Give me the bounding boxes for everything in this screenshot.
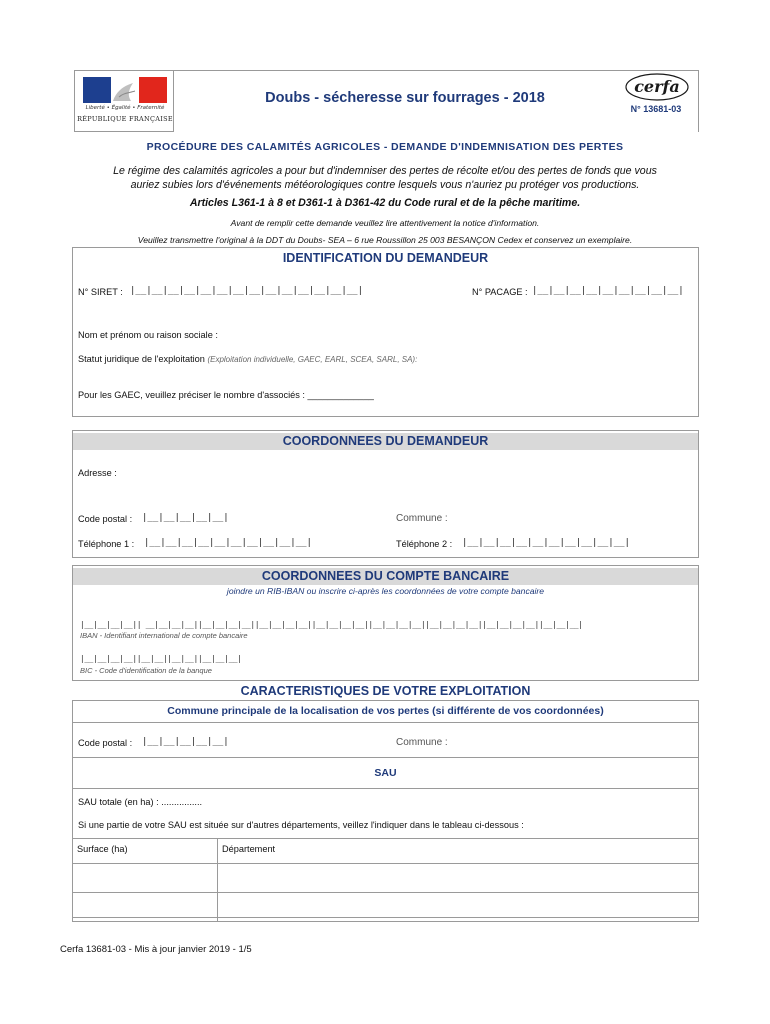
statut-juridique-label bbox=[78, 354, 417, 364]
telephone1-field[interactable]: |__|__|__|__|__|__|__|__|__|__| bbox=[144, 538, 312, 548]
sau-totale-label[interactable]: SAU totale (en ha) : ................ bbox=[78, 797, 203, 807]
cerfa-logo-text: cerfa bbox=[634, 77, 680, 96]
commune-principale-divider bbox=[73, 722, 698, 723]
pacage-field[interactable]: |__|__|__|__|__|__|__|__|__| bbox=[532, 286, 684, 296]
departement-cell[interactable] bbox=[218, 893, 699, 922]
siret-field[interactable]: |__|__|__|__|__|__|__|__|__|__|__|__|__|__| bbox=[130, 286, 363, 296]
surface-cell[interactable] bbox=[73, 893, 218, 922]
statut-hint: (Exploitation individuelle, GAEC, EARL, SCEA, SARL, SA): bbox=[207, 355, 418, 364]
page-title: Doubs - sécheresse sur fourrages - 2018 bbox=[265, 90, 545, 106]
republique-francaise-text: RÉPUBLIQUE FRANÇAISE bbox=[77, 115, 173, 123]
read-notice-text: Avant de remplir cette demande veuillez lire attentivement la notice d'information. bbox=[230, 218, 540, 228]
coordonnees-title: COORDONNEES DU DEMANDEUR bbox=[282, 434, 489, 448]
surface-header: Surface (ha) bbox=[73, 839, 218, 864]
page-footer: Cerfa 13681-03 - Mis à jour janvier 2019 - 1/5 bbox=[60, 944, 252, 955]
republique-francaise-logo bbox=[74, 70, 174, 132]
procedure-heading: PROCÉDURE DES CALAMITÉS AGRICOLES - DEMANDE D'INDEMNISATION DES PERTES bbox=[146, 141, 624, 153]
bic-label: BIC - Code d'identification de la banque bbox=[80, 666, 212, 675]
sau-divider-top bbox=[73, 757, 698, 758]
commune-label[interactable]: Commune : bbox=[396, 513, 448, 524]
surface-cell[interactable] bbox=[73, 864, 218, 893]
motto-text: Liberté • Égalité • Fraternité bbox=[85, 105, 165, 111]
marianne-flag-icon bbox=[83, 77, 167, 103]
intro-line-2: auriez subies lors d'événements météorologiques contre lesquels vous n'auriez pu protéger vos productions. bbox=[130, 179, 640, 191]
sau-title: SAU bbox=[374, 767, 397, 779]
siret-label: N° SIRET : bbox=[78, 287, 123, 297]
nom-label: Nom et prénom ou raison sociale : bbox=[78, 330, 218, 340]
cerfa-logo-icon bbox=[624, 72, 690, 102]
banque-title: COORDONNEES DU COMPTE BANCAIRE bbox=[261, 569, 510, 583]
departement-header: Département bbox=[218, 839, 699, 864]
exploitation-code-postal-field[interactable]: |__|__|__|__|__| bbox=[142, 737, 229, 747]
intro-text bbox=[80, 164, 690, 192]
iban-label: IBAN - Identifiant international de compte bancaire bbox=[80, 631, 248, 640]
statut-label-text: Statut juridique de l'exploitation bbox=[78, 354, 205, 364]
table-header-row bbox=[73, 839, 699, 864]
banque-subtitle: joindre un RIB-IBAN ou inscrire ci-après les coordonnées de votre compte bancaire bbox=[226, 586, 545, 596]
sau-divider-bottom bbox=[73, 788, 698, 789]
table-row bbox=[73, 864, 699, 893]
transmit-instructions: Veuillez transmettre l'original à la DDT du Doubs- SEA – 6 rue Roussillon 25 003 BESANÇON Cedex et conservez un exemplaire. bbox=[137, 235, 633, 245]
identification-title: IDENTIFICATION DU DEMANDEUR bbox=[282, 251, 489, 265]
adresse-label: Adresse : bbox=[78, 468, 117, 478]
sau-autres-departements-text: Si une partie de votre SAU est située sur d'autres départements, veillez l'indiquer dans le tableau ci-dessous : bbox=[78, 820, 524, 830]
code-postal-label: Code postal : bbox=[78, 514, 133, 524]
table-row bbox=[73, 893, 699, 922]
iban-field[interactable]: |__|__|__|__|| __|__|__|__||__|__|__|__||__|__|__|__||__|__|__|__||__|__|__|__||__|__|__|__||__|__|__|__||__|__|__| bbox=[80, 620, 583, 629]
exploitation-code-postal-label: Code postal : bbox=[78, 738, 133, 748]
departement-cell[interactable] bbox=[218, 864, 699, 893]
intro-line-1: Le régime des calamités agricoles a pour but d'indemniser des pertes de récolte et/ou des pertes de fonds que vous bbox=[113, 165, 657, 177]
code-postal-field[interactable]: |__|__|__|__|__| bbox=[142, 513, 229, 523]
telephone2-label: Téléphone 2 : bbox=[396, 539, 453, 549]
bic-field[interactable]: |__|__|__|__||__|__||__|__||__|__|__| bbox=[80, 654, 242, 663]
pacage-label: N° PACAGE : bbox=[472, 287, 528, 297]
cerfa-number: N° 13681-03 bbox=[630, 104, 682, 114]
exploitation-title: CARACTERISTIQUES DE VOTRE EXPLOITATION bbox=[240, 684, 531, 698]
telephone2-field[interactable]: |__|__|__|__|__|__|__|__|__|__| bbox=[462, 538, 630, 548]
articles-reference: Articles L361-1 à 8 et D361-1 à D361-42 du Code rural et de la pêche maritime. bbox=[189, 197, 581, 209]
telephone1-label: Téléphone 1 : bbox=[78, 539, 135, 549]
gaec-associes-label[interactable]: Pour les GAEC, veuillez préciser le nombre d'associés : _____________ bbox=[78, 390, 374, 400]
exploitation-commune-label[interactable]: Commune : bbox=[396, 737, 448, 748]
commune-principale-heading: Commune principale de la localisation de vos pertes (si différente de vos coordonnées) bbox=[167, 705, 604, 717]
departement-table bbox=[72, 838, 699, 922]
